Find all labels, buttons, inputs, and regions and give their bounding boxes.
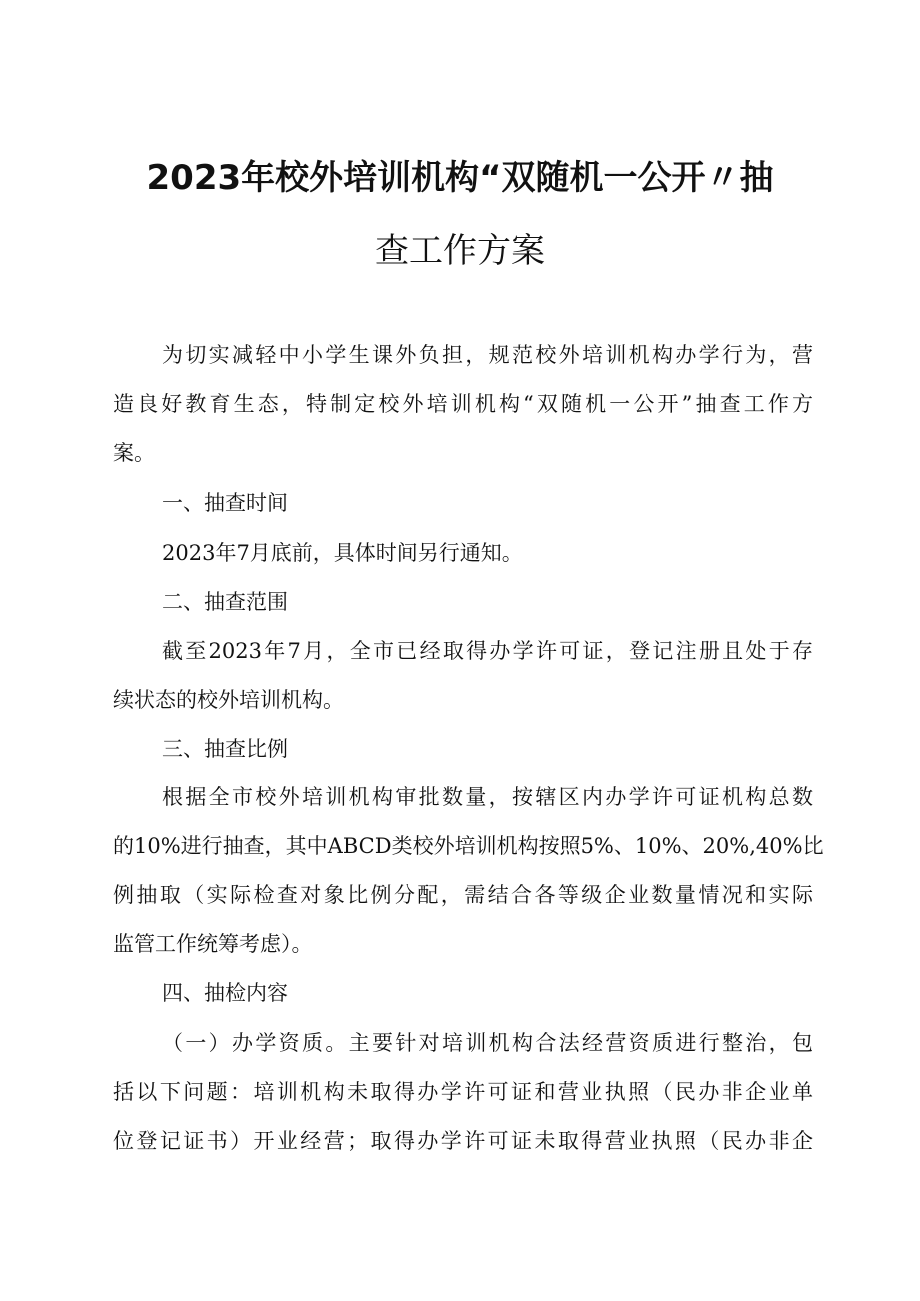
section-heading: 四、抽检内容: [162, 981, 288, 1005]
section-heading: 三、抽查比例: [162, 737, 288, 761]
document-title-line-2: 查工作方案: [375, 231, 545, 271]
paragraph-line: 2023年7月底前，具体时间另行通知。: [162, 541, 523, 565]
paragraph-line: 根据全市校外培训机构审批数量，按辖区内办学许可证机构总数: [162, 785, 813, 809]
paragraph-line: 续状态的校外培训机构。: [113, 688, 344, 712]
section-heading: 二、抽查范围: [162, 590, 288, 614]
section-heading: 一、抽查时间: [162, 491, 288, 515]
paragraph-line: （一）办学资质。主要针对培训机构合法经营资质进行整治，包: [162, 1031, 813, 1055]
paragraph-line: 监管工作统筹考虑）。: [113, 932, 313, 956]
paragraph-line: 案。: [113, 441, 155, 465]
paragraph-line: 为切实减轻中小学生课外负担，规范校外培训机构办学行为，营: [162, 343, 813, 367]
paragraph-line: 造良好教育生态，特制定校外培训机构“双随机一公开”抽查工作方: [113, 392, 813, 416]
paragraph-line: 括以下问题：培训机构未取得办学许可证和营业执照（民办非企业单: [113, 1080, 813, 1104]
paragraph-line: 位登记证书）开业经营；取得办学许可证未取得营业执照（民办非企: [113, 1129, 813, 1153]
paragraph-line: 截至2023年7月，全市已经取得办学许可证，登记注册且处于存: [162, 639, 813, 663]
document-title-line-1: 2023年校外培训机构“双随机一公开〃抽: [146, 158, 774, 198]
paragraph-line: 例抽取（实际检查对象比例分配，需结合各等级企业数量情况和实际: [113, 883, 813, 907]
paragraph-line: 的10%进行抽查，其中ABCD类校外培训机构按照5%、10%、20%,40%比: [113, 834, 824, 858]
